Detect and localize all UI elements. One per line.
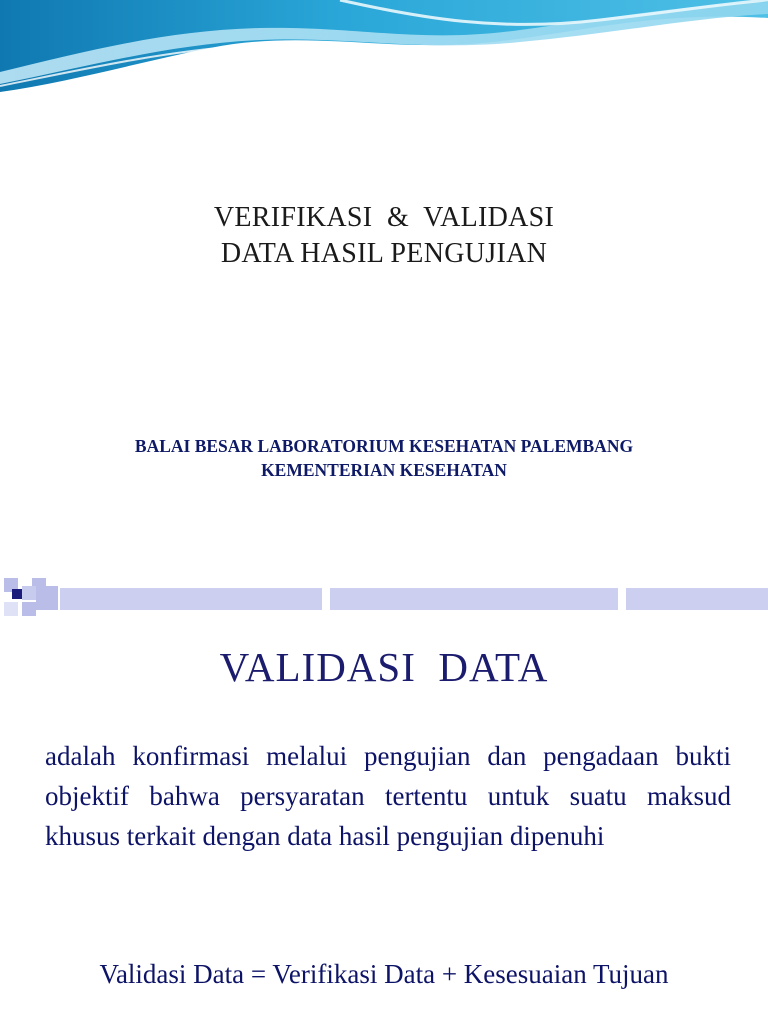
checker-square bbox=[22, 586, 36, 600]
definition-text: adalah konfirmasi melalui pengujian dan pengadaan bukti objektif bahwa persyaratan tertentu untuk suatu maksud khusus terkait dengan data hasil pengujian dipenuhi bbox=[45, 741, 731, 851]
wave-header-graphic bbox=[0, 0, 768, 100]
divider-bar bbox=[330, 588, 618, 610]
org-line-1: BALAI BESAR LABORATORIUM KESEHATAN PALEMBANG bbox=[134, 436, 634, 456]
title-line-2: DATA HASIL PENGUJIAN bbox=[220, 238, 548, 269]
checker-square bbox=[36, 586, 58, 610]
checker-square-dark bbox=[12, 589, 22, 599]
slide-validasi-data bbox=[0, 624, 768, 1024]
checker-square bbox=[4, 602, 18, 616]
presentation-title bbox=[0, 200, 768, 272]
section-title: VALIDASI DATA bbox=[219, 644, 549, 690]
organization-name bbox=[0, 434, 768, 482]
checker-square bbox=[22, 602, 36, 616]
title-line-1: VERIFIKASI & VALIDASI bbox=[213, 202, 555, 233]
slide-divider bbox=[0, 578, 768, 624]
formula-text: Validasi Data = Verifikasi Data + Kesesuaian Tujuan bbox=[99, 959, 669, 989]
org-line-2: KEMENTERIAN KESEHATAN bbox=[261, 460, 507, 480]
divider-bar bbox=[60, 588, 322, 610]
divider-bar bbox=[626, 588, 768, 610]
